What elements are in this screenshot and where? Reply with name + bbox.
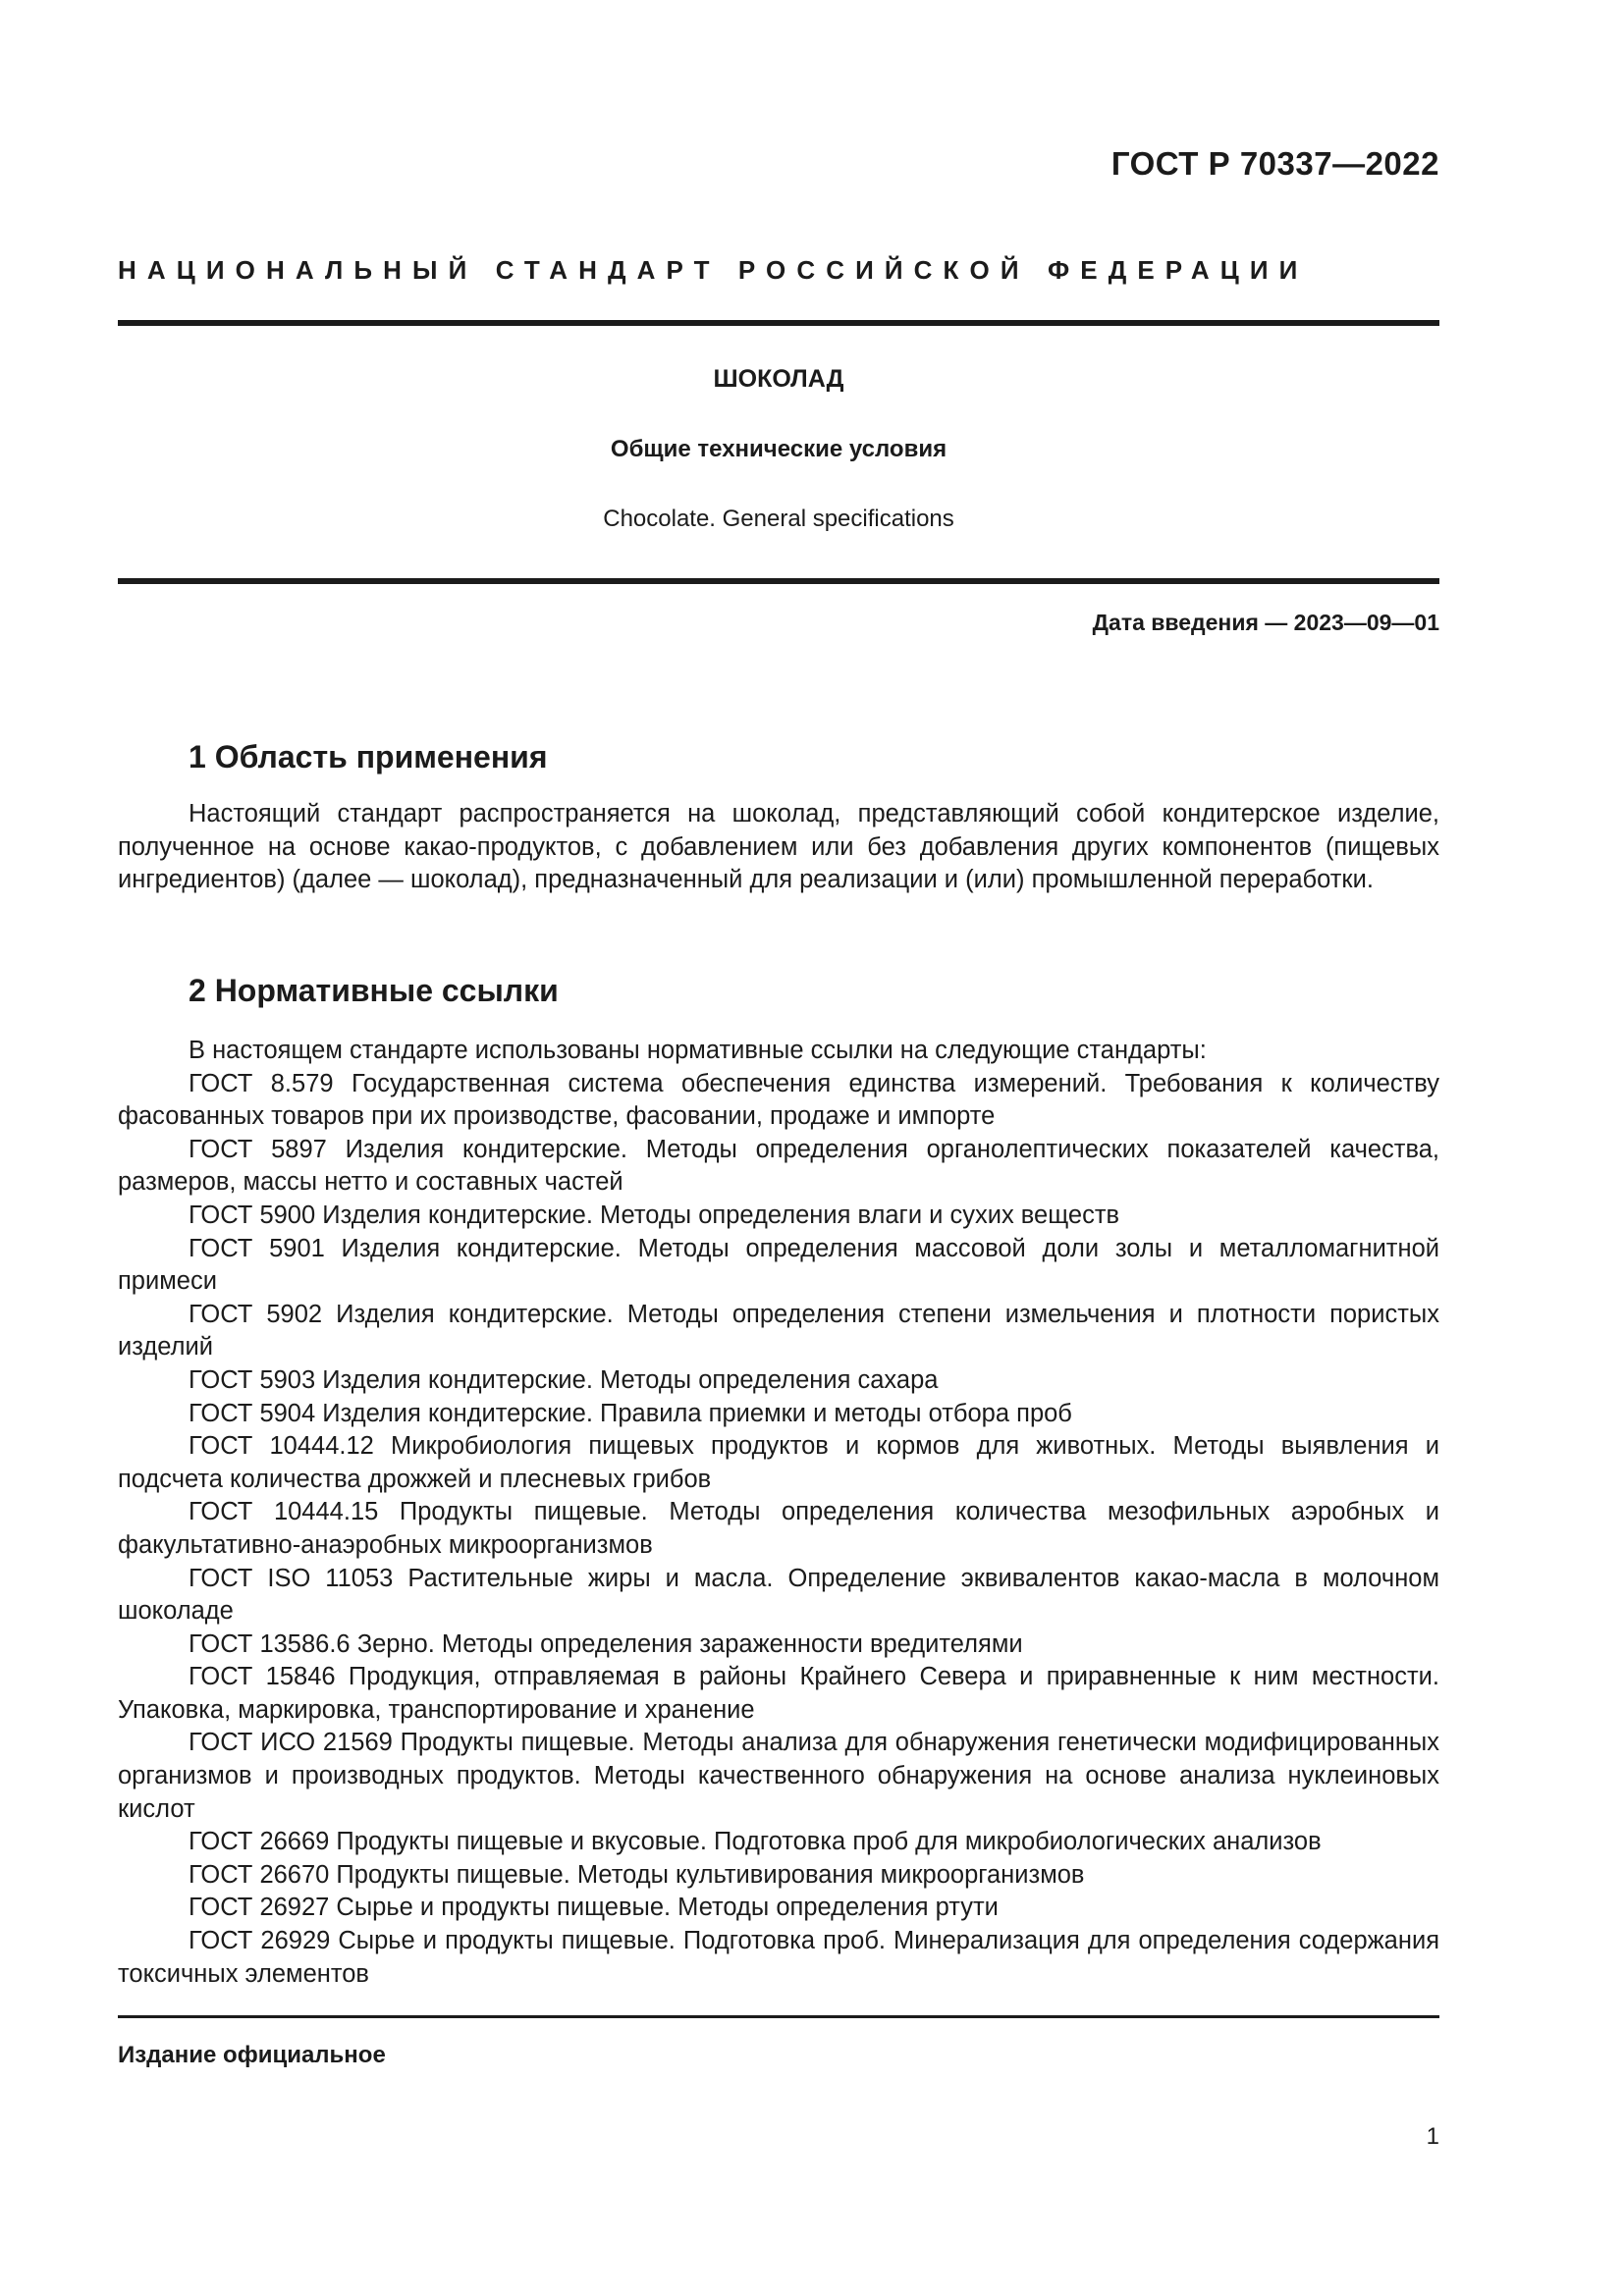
page-number: 1 [1426, 2123, 1439, 2150]
official-edition-label: Издание официальное [118, 2042, 386, 2068]
reference-item: ГОСТ 5900 Изделия кондитерские. Методы определения влаги и сухих веществ [189, 1201, 1120, 1229]
standard-number: ГОСТ Р 70337—2022 [1110, 145, 1439, 182]
top-rule [118, 320, 1439, 326]
reference-item: ГОСТ ИСО 21569 Продукты пищевые. Методы анализа для обнаружения генетически модифицированных организмов и производных продуктов. Методы качественного обнаружения на основе анализа нуклеиновых кислот [118, 1729, 1439, 1823]
reference-item: ГОСТ 5902 Изделия кондитерские. Методы определения степени измельчения и плотности пористых изделий [118, 1300, 1439, 1362]
section-2-heading: 2 Нормативные ссылки [189, 973, 559, 1008]
document-subtitle-english: Chocolate. General specifications [603, 506, 954, 532]
reference-item: ГОСТ 8.579 Государственная система обеспечения единства измерений. Требования к количеству фасованных товаров при их производстве, фасовании, продаже и импорте [118, 1069, 1439, 1131]
reference-item: ГОСТ 10444.15 Продукты пищевые. Методы определения количества мезофильных аэробных и факультативно-анаэробных микроорганизмов [118, 1498, 1439, 1559]
reference-item: ГОСТ 15846 Продукция, отправляемая в районы Крайнего Севера и приравненные к ним местности. Упаковка, маркировка, транспортирование и хранение [118, 1663, 1439, 1724]
reference-item: ГОСТ 13586.6 Зерно. Методы определения зараженности вредителями [189, 1629, 1023, 1658]
reference-item: ГОСТ 5904 Изделия кондитерские. Правила приемки и методы отбора проб [189, 1399, 1072, 1427]
section-1-heading: 1 Область применения [189, 739, 548, 774]
reference-item: ГОСТ 10444.12 Микробиология пищевых продуктов и кормов для животных. Методы выявления и подсчета количества дрожжей и плесневых грибов [118, 1432, 1439, 1493]
document-page [118, 0, 1439, 2296]
national-standard-banner: НАЦИОНАЛЬНЫЙ СТАНДАРТ РОССИЙСКОЙ ФЕДЕРАЦИИ [118, 255, 1309, 285]
reference-item: ГОСТ 26670 Продукты пищевые. Методы культивирования микроорганизмов [189, 1860, 1085, 1889]
reference-item: ГОСТ 26929 Сырье и продукты пищевые. Подготовка проб. Минерализация для определения содержания токсичных элементов [118, 1927, 1439, 1988]
section-2-intro: В настоящем стандарте использованы нормативные ссылки на следующие стандарты: [189, 1037, 1207, 1064]
introduction-date: Дата введения — 2023—09—01 [1092, 610, 1439, 635]
section-1-body [118, 798, 1439, 897]
reference-item: ГОСТ 5901 Изделия кондитерские. Методы определения массовой доли золы и металломагнитной примеси [118, 1234, 1439, 1296]
reference-item: ГОСТ ISO 11053 Растительные жиры и масла. Определение эквивалентов какао-масла в молочном шоколаде [118, 1564, 1439, 1626]
title-bottom-rule [118, 578, 1439, 584]
reference-item: ГОСТ 26927 Сырье и продукты пищевые. Методы определения ртути [189, 1894, 999, 1922]
section-2-body [118, 1035, 1439, 1991]
reference-item: ГОСТ 5903 Изделия кондитерские. Методы определения сахара [189, 1365, 939, 1394]
footer-rule [118, 2015, 1439, 2018]
section-1-paragraph: Настоящий стандарт распространяется на шоколад, представляющий собой кондитерское изделие, полученное на основе какао-продуктов, с добавлением или без добавления других компонентов (пищевых ингредиентов) (далее — шоколад), предназначенный для реализации и (или) промышленной переработки. [118, 800, 1439, 894]
reference-item: ГОСТ 26669 Продукты пищевые и вкусовые. Подготовка проб для микробиологических анализов [189, 1828, 1322, 1856]
reference-item: ГОСТ 5897 Изделия кондитерские. Методы определения органолептических показателей качества, размеров, массы нетто и составных частей [118, 1135, 1439, 1197]
document-title: ШОКОЛАД [713, 365, 844, 393]
document-subtitle: Общие технические условия [610, 436, 947, 462]
